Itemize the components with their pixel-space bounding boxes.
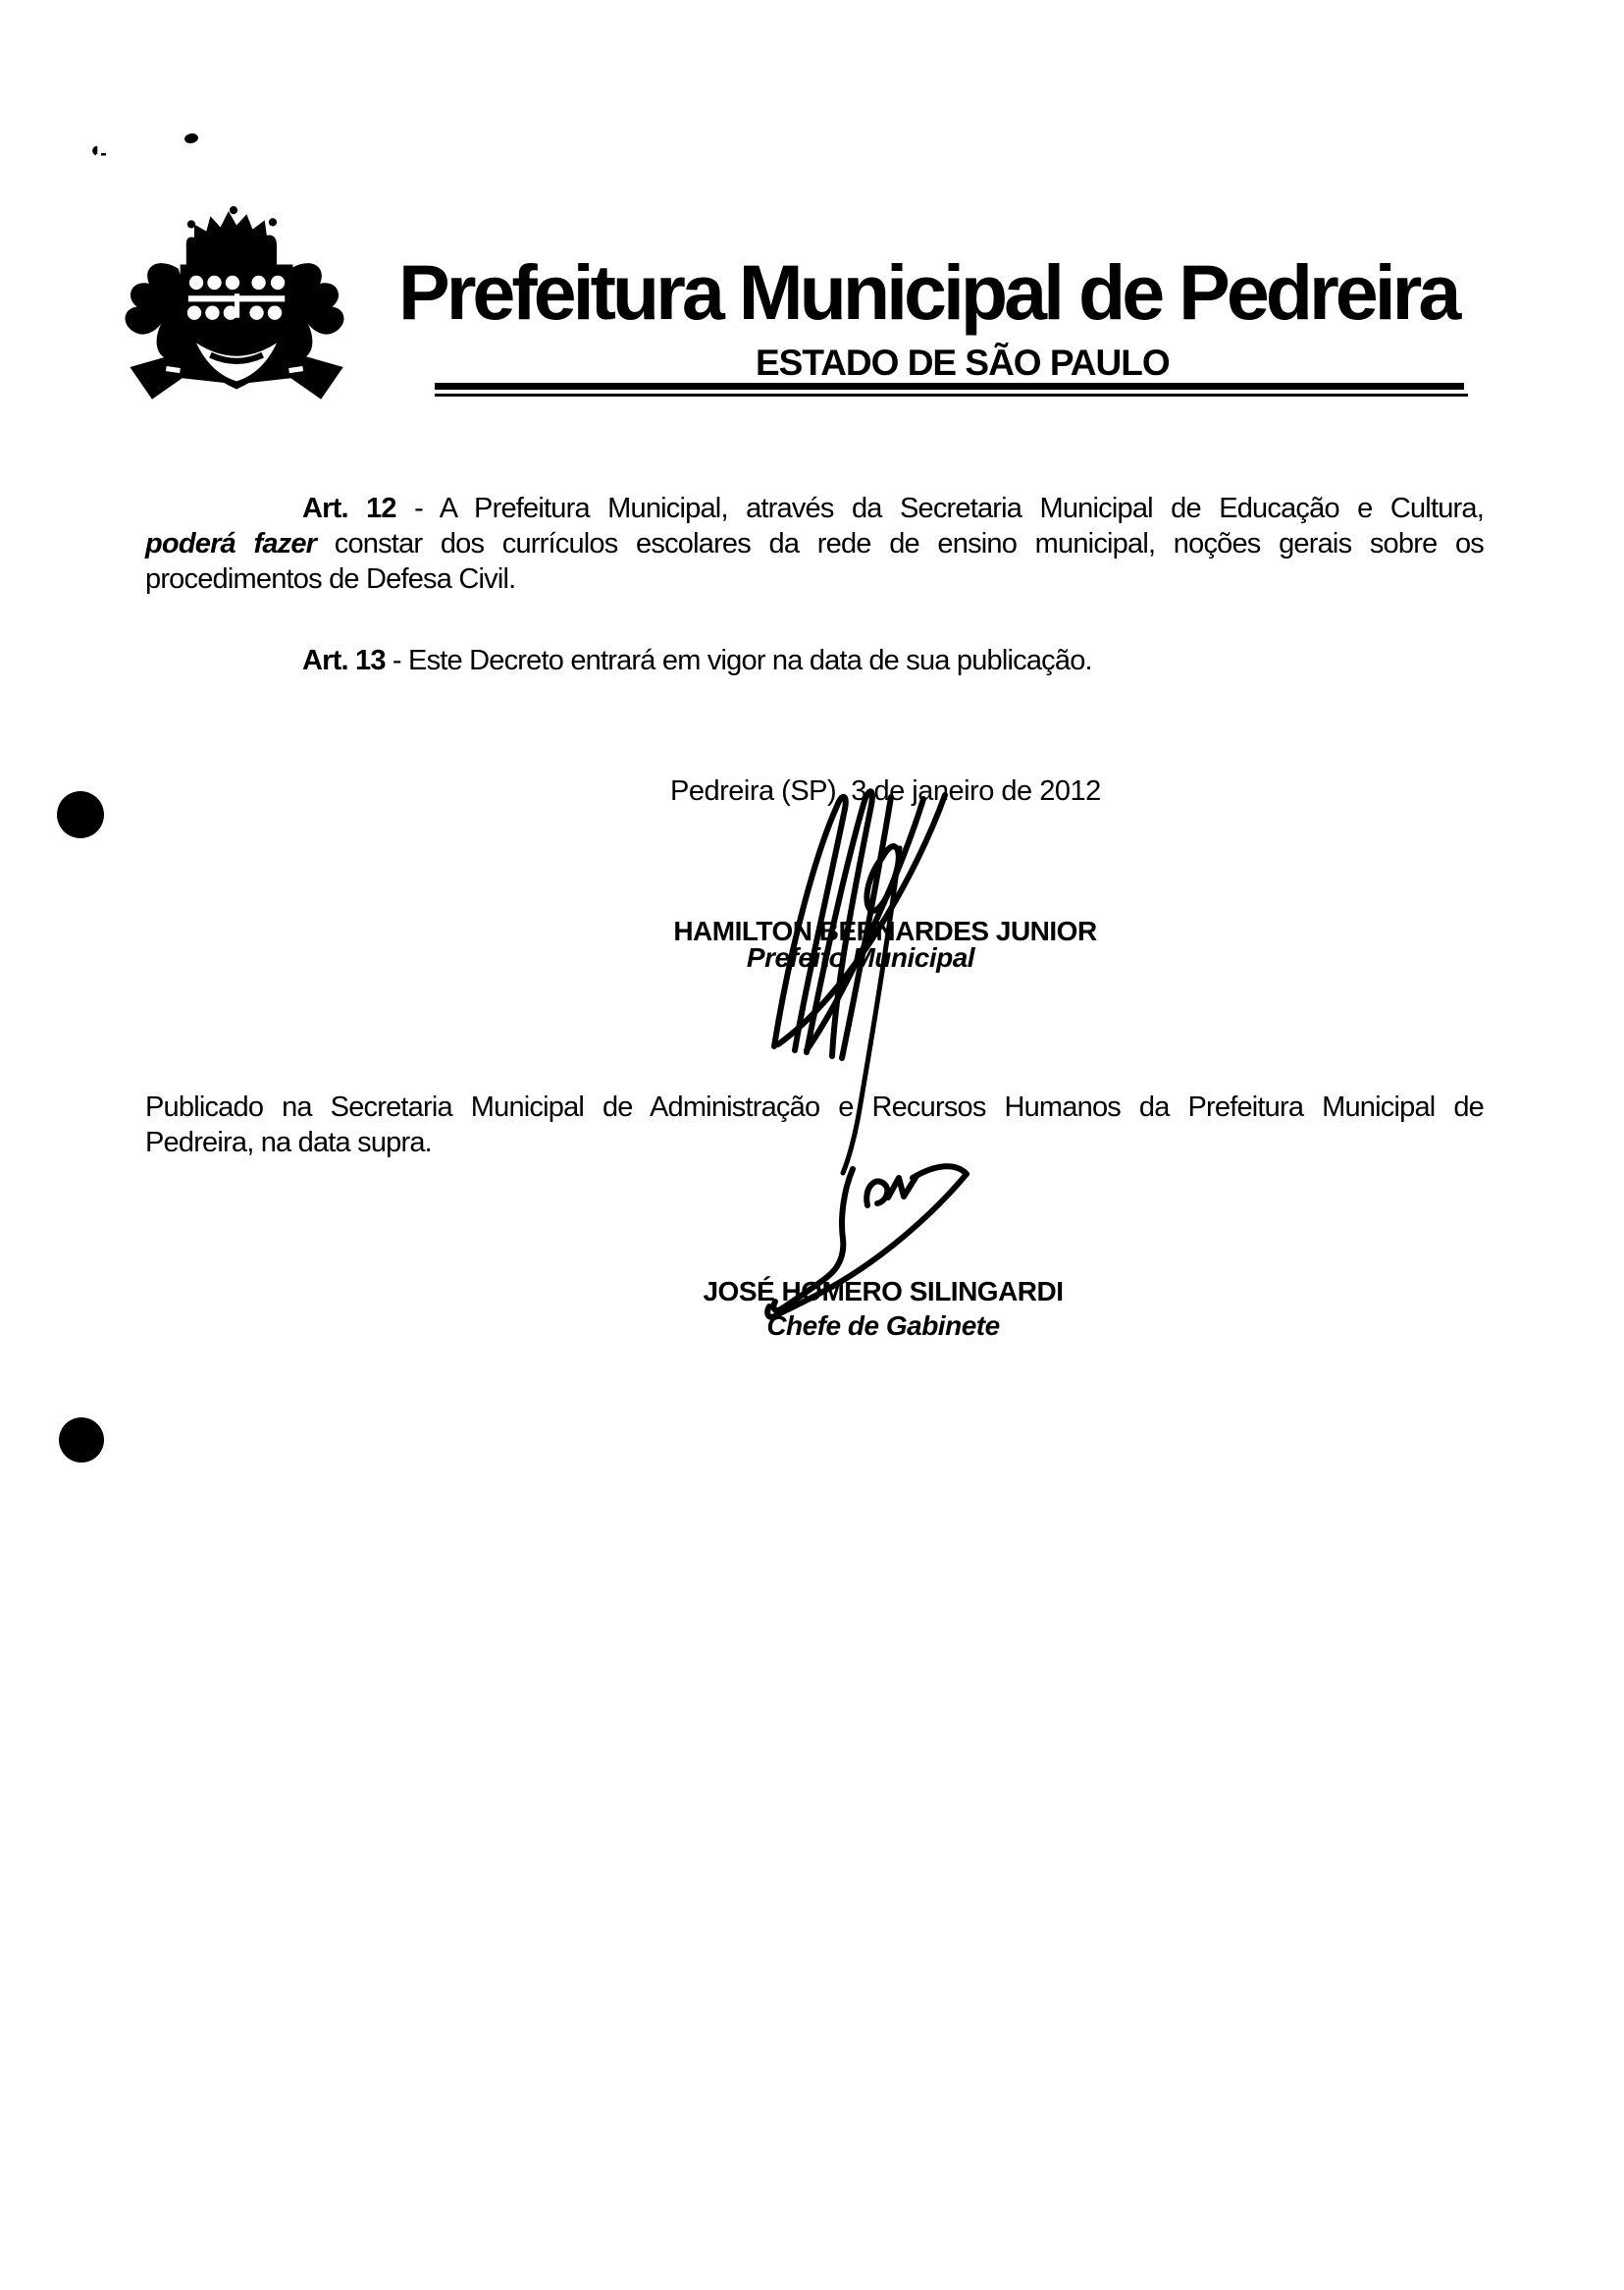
art12-line2 [145,526,1484,561]
publication-line2: Pedreira, na data supra. [145,1127,432,1158]
coat-of-arms-logo [114,206,355,407]
ink-artifact [183,133,199,144]
publication-note [145,1090,1484,1160]
header-rule-thick [435,383,1464,390]
art12-label: Art. 12 [302,493,396,524]
art13-line [145,643,1484,678]
mayor-name: HAMILTON BERNARDES JUNIOR [673,916,1097,946]
paragraph-art-12 [145,491,1484,597]
publication-line1: Publicado na Secretaria Municipal de Administração e Recursos Humanos da Prefeitura Municipal de [145,1092,1484,1123]
mayor-role: Prefeito Municipal [746,942,975,973]
paragraph-art-13 [145,643,1484,678]
art12-line3: procedimentos de Defesa Civil. [145,563,516,595]
hole-punch-mark [59,1417,104,1463]
art12-line1 [145,491,1484,526]
header-rule-thin [435,394,1468,397]
art12-line1-text: - A Prefeitura Municipal, através da Secretaria Municipal de Educação e Cultura, [395,493,1484,524]
art12-line2-text: constar dos currículos escolares da rede de ensino municipal, noções gerais sobre os [316,528,1485,559]
art13-text: - Este Decreto entrará em vigor na data de sua publicação. [385,645,1092,676]
page-subtitle: ESTADO DE SÃO PAULO [756,343,1170,383]
hole-punch-mark [57,791,104,838]
ink-artifact [90,145,110,161]
chief-name: JOSÉ HOMERO SILINGARDI [703,1276,1064,1306]
page-title: Prefeitura Municipal de Pedreira [398,248,1458,336]
art12-emphasis: poderá fazer [145,528,317,559]
chief-role: Chefe de Gabinete [766,1310,1000,1341]
date-line: Pedreira (SP), 3 de janeiro de 2012 [670,775,1101,807]
art13-label: Art. 13 [302,645,386,676]
